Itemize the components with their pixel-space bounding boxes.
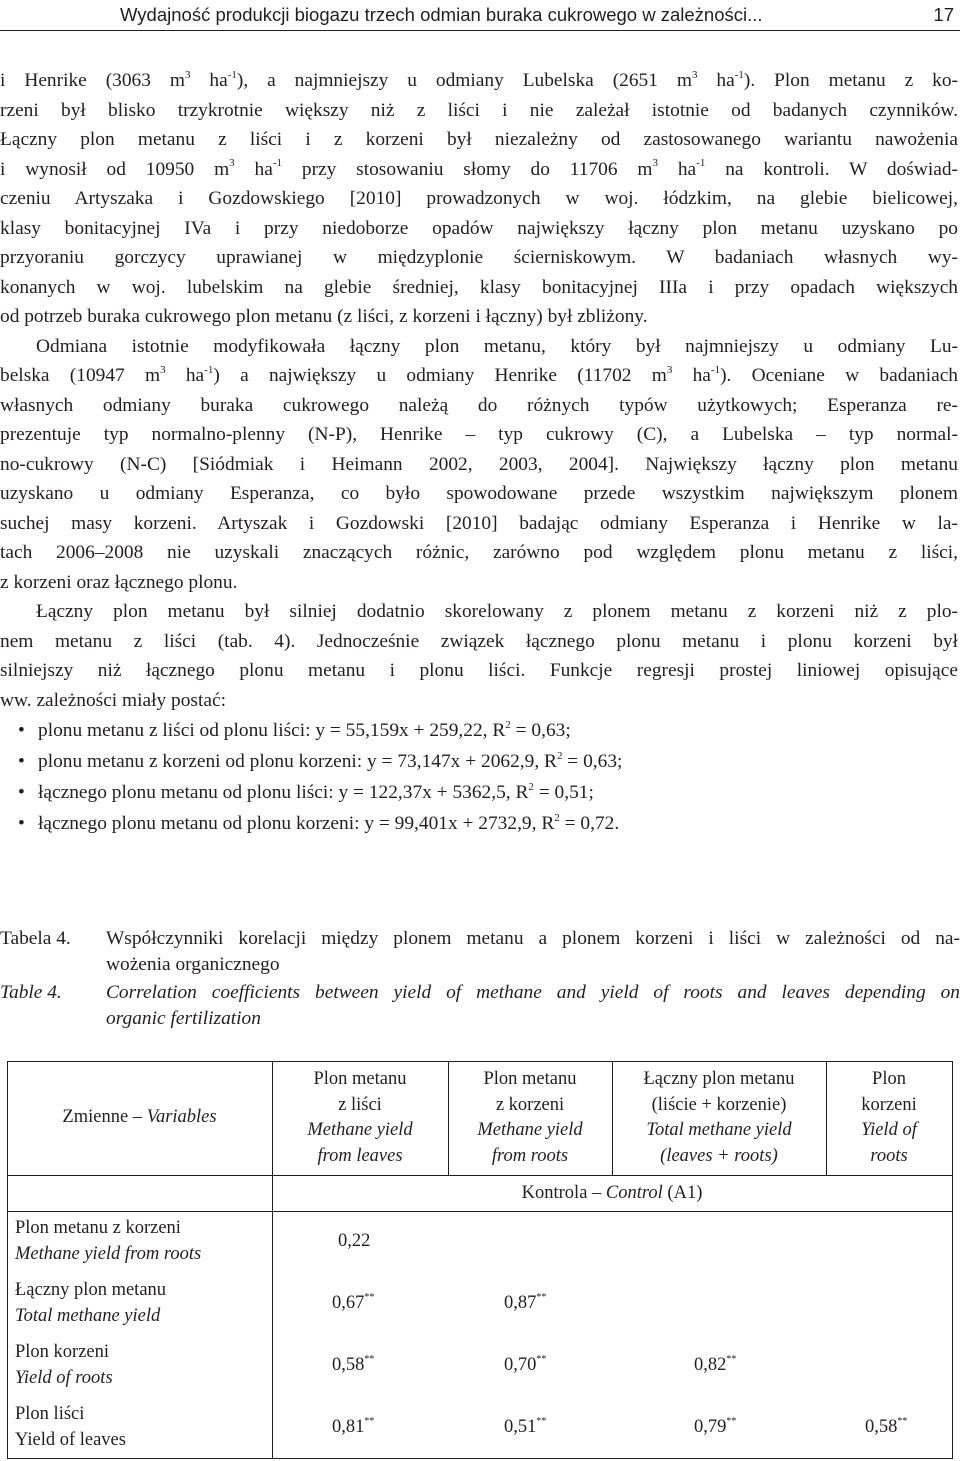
body-text xyxy=(0,66,958,840)
text-line: i Henrike (3063 $m^3$ $ha^{-1}$), a najmniejszy u odmiany Lubelska (2651 $m^3$ $ha^{-1}$). Plon metanu z ko- xyxy=(0,68,958,91)
table-cell: 0,70** xyxy=(504,1353,547,1375)
text-line: ww. zależności miały postać: xyxy=(0,689,226,711)
column-header: Plon metanu z liści Methane yield from leaves xyxy=(307,1069,413,1166)
caption-label-pl: Tabela 4. xyxy=(0,928,71,949)
list-item: • łącznego plonu metanu od plonu liści: y = 122,37x + 5362,5, $R^2 = 0,51$; xyxy=(16,778,958,809)
column-header: Plon metanu z korzeni Methane yield from roots xyxy=(477,1069,583,1166)
column-header: Łączny plon metanu (liście + korzenie) Total methane yield (leaves + roots) xyxy=(643,1069,795,1166)
table-cell: 0,67** xyxy=(332,1291,375,1313)
text-line: z korzeni oraz łącznego plonu. xyxy=(0,571,238,593)
table-cell: 0,58** xyxy=(865,1415,908,1437)
row-label: Łączny plon metanu Total methane yield xyxy=(15,1280,167,1326)
table-rule xyxy=(7,1061,953,1062)
table-cell: 0,51** xyxy=(504,1415,547,1437)
section-header: Kontrola – Control (A1) xyxy=(521,1183,703,1203)
regression-list xyxy=(0,716,958,840)
text-line: klasy bonitacyjnej IVa i przy niedoborze opadów największy łączny plon metanu uzyskano po xyxy=(0,217,958,239)
text-line: Odmiana istotnie modyfikowała łączny plon metanu, który był najmniejszy u odmiany Lu- xyxy=(36,335,958,357)
table-cell: 0,22 xyxy=(338,1231,371,1251)
list-item: • plonu metanu z liści od plonu liści: y = 55,159x + 259,22, $R^2 = 0,63$; xyxy=(16,716,958,747)
text-line: nem metanu z liści (tab. 4). Jednocześnie związek łącznego plonu metanu i plonu korzeni był xyxy=(0,630,958,652)
running-header xyxy=(0,0,960,31)
caption-text-pl: Współczynniki korelacji między plonem metanu a plonem korzeni i liści w zależności od na- wożenia organicznego xyxy=(106,928,960,975)
text-line: Łączny plon metanu z liści i z korzeni był niezależny od zastosowanego wariantu nawożenia xyxy=(0,129,958,150)
table-cell: 0,82** xyxy=(694,1353,737,1375)
table-rule xyxy=(7,1175,953,1176)
text-line: i wynosił od 10950 $m^3$ $ha^{-1}$ przy stosowaniu słomy do 11706 $m^3$ $ha^{-1}$ na kontroli. W doświad- xyxy=(0,157,959,180)
text-line: no-cukrowy (N-C) [Siódmiak i Heimann 2002, 2003, 2004]. Największy łączny plon metanu xyxy=(0,453,958,475)
caption-label-en: Table 4. xyxy=(0,982,62,1003)
caption-text-en: Correlation coefficients between yield of methane and yield of roots and leaves depending on organic fertilization xyxy=(106,982,960,1029)
table-rule xyxy=(952,1061,953,1459)
table-cell: 0,81** xyxy=(332,1415,375,1437)
text-line: przyoraniu gorczycy uprawianej w międzyplonie ścierniskowym. W badaniach własnych wy- xyxy=(0,247,958,268)
row-label: Plon korzeni Yield of roots xyxy=(15,1342,113,1388)
text-line: suchej masy korzeni. Artyszak i Gozdowski [2010] badając odmiany Esperanza i Henrike w la- xyxy=(0,512,958,534)
table-rule xyxy=(7,1211,953,1212)
header-variables: Zmienne – Variables xyxy=(62,1107,217,1127)
text-line: prezentuje typ normalno-plenny (N-P), Henrike – typ cukrowy (C), a Lubelska – typ normal- xyxy=(0,424,958,445)
table-cell: 0,79** xyxy=(694,1415,737,1437)
running-title: Wydajność produkcji biogazu trzech odmian buraka cukrowego w zależności... xyxy=(120,4,763,25)
text-line: silniejszy niż łącznego plonu metanu i plonu liści. Funkcje regresji prostej liniowej opisujące xyxy=(0,660,958,681)
text-line: uzyskano u odmiany Esperanza, co było spowodowane przede wszystkim największym plonem xyxy=(0,483,958,504)
text-line: konanych w woj. lubelskim na glebie średniej, klasy bonitacyjnej IIIa i przy opadach większych xyxy=(0,276,958,298)
column-header: Plon korzeni Yield of roots xyxy=(861,1069,917,1166)
text-line: Łączny plon metanu był silniej dodatnio skorelowany z plonem metanu z korzeni niż z plo- xyxy=(36,601,958,622)
text-line: belska (10947 $m^3$ $ha^{-1}$) a największy u odmiany Henrike (11702 $m^3$ $ha^{-1}$). Oceniane w badaniach xyxy=(0,363,958,386)
list-item: • plonu metanu z korzeni od plonu korzeni: y = 73,147x + 2062,9, $R^2 = 0,63$; xyxy=(16,747,958,778)
text-line: rzeni był blisko trzykrotnie większy niż z liści i nie zależał istotnie od badanych czynników. xyxy=(0,99,958,121)
table-caption xyxy=(0,926,960,1032)
text-line: własnych odmiany buraka cukrowego należą do różnych typów użytkowych; Esperanza re- xyxy=(0,394,958,416)
text-line: czeniu Artyszaka i Gozdowskiego [2010] prowadzonych w woj. łódzkim, na glebie bielicowej, xyxy=(0,188,958,209)
list-item: • łącznego plonu metanu od plonu korzeni: y = 99,401x + 2732,9, $R^2 = 0,72$. xyxy=(16,809,958,840)
table-cell: 0,87** xyxy=(504,1291,547,1313)
correlation-table xyxy=(7,1061,953,1459)
page-number: 17 xyxy=(933,4,954,25)
text-line: tach 2006–2008 nie uzyskali znaczących różnic, zarówno pod względem plonu metanu z liści, xyxy=(0,542,958,563)
table-cell: 0,58** xyxy=(332,1353,375,1375)
text-line: od potrzeb buraka cukrowego plon metanu (z liści, z korzeni i łączny) był zbliżony. xyxy=(0,306,648,327)
table-rule xyxy=(7,1458,953,1459)
row-label: Plon liści Yield of leaves xyxy=(15,1404,126,1450)
row-label: Plon metanu z korzeni Methane yield from roots xyxy=(15,1218,202,1264)
